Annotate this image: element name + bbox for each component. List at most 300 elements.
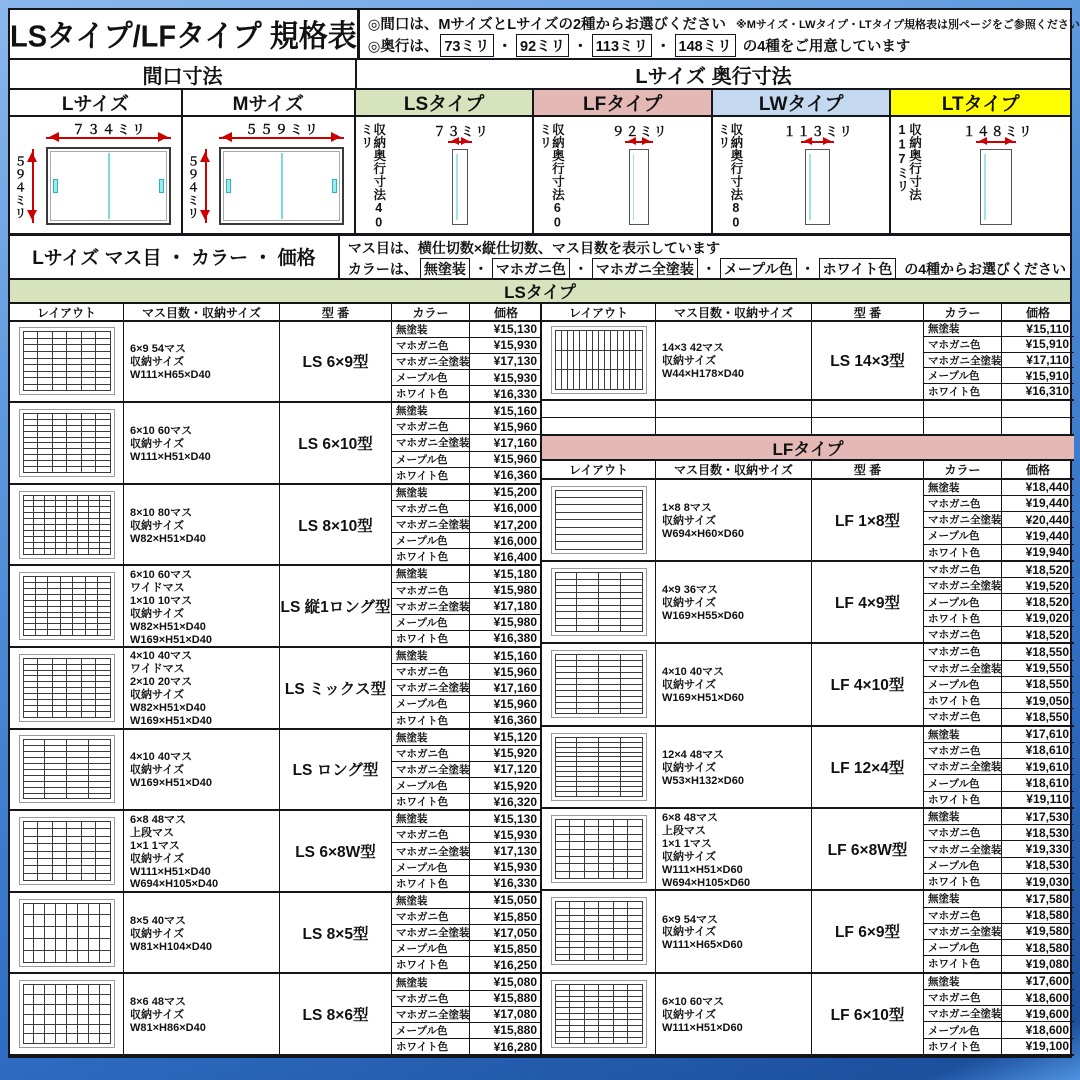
grid-cell xyxy=(38,378,52,384)
product-row-LS-8×10型 xyxy=(10,485,540,567)
panel-inner-line xyxy=(633,154,635,220)
price-row xyxy=(924,809,1074,825)
grid-cell xyxy=(100,1025,110,1034)
depth-dimension-label: １１３ミリ xyxy=(783,124,854,139)
note-line-2 xyxy=(368,34,1080,57)
product-row-LF-6×8W型 xyxy=(542,809,1074,891)
grid-cell xyxy=(577,573,598,579)
price-table xyxy=(924,562,1074,642)
price-value: ¥18,550 xyxy=(1025,709,1069,724)
grid-cell xyxy=(636,331,641,350)
grid-cell xyxy=(100,531,110,536)
grid-cell xyxy=(24,537,34,542)
spec-cell xyxy=(124,403,280,483)
grid-cell xyxy=(628,1038,642,1043)
price-value: ¥15,960 xyxy=(493,452,537,467)
grid-cell xyxy=(628,1014,642,1019)
grid-cell xyxy=(577,606,598,612)
grid-cell xyxy=(577,787,598,791)
grid-cell xyxy=(96,874,110,880)
grid-cell xyxy=(628,991,642,996)
grid-cell xyxy=(614,864,628,870)
grid-cell xyxy=(621,679,642,684)
grid-cell xyxy=(556,528,642,534)
grid-cell xyxy=(570,922,584,928)
model-number-cell: LS ロング型 xyxy=(280,730,392,810)
spec-line: W694×H105×D60 xyxy=(662,876,751,889)
grid-cell xyxy=(556,762,577,766)
grid-cell xyxy=(45,525,55,530)
grid-cell xyxy=(628,872,642,878)
grid-cell xyxy=(24,665,38,670)
grid-cell xyxy=(621,685,642,690)
grid-cell xyxy=(38,682,52,687)
price-row xyxy=(392,517,542,533)
grid-cell xyxy=(86,630,97,635)
grid-cell xyxy=(577,703,598,708)
grid-cell xyxy=(24,414,38,419)
color-name: ホワイト色 xyxy=(392,876,470,891)
grid-cell xyxy=(562,351,567,370)
grid-cell xyxy=(45,985,55,994)
grid-cell xyxy=(96,339,110,345)
cabinet-handle xyxy=(332,179,337,193)
grid-cell xyxy=(614,929,628,935)
grid-cell xyxy=(556,1014,570,1019)
spec-line: 収納サイズ xyxy=(130,437,185,450)
grid-cell xyxy=(628,955,642,961)
grid-cell xyxy=(577,738,598,742)
grid-cell xyxy=(556,586,577,592)
price-row xyxy=(924,1006,1074,1022)
grid-cell xyxy=(53,694,67,699)
grid-cell xyxy=(556,991,570,996)
grid-cell xyxy=(67,829,81,835)
grid-cell xyxy=(56,496,66,501)
price-row xyxy=(924,368,1074,384)
cabinet-center-line xyxy=(108,153,110,219)
grid-cell xyxy=(614,1032,628,1037)
grid-cell xyxy=(24,752,45,757)
column-header-1: マス目数・収納サイズ xyxy=(656,461,812,478)
grid-cell xyxy=(73,630,84,635)
product-row-LF-1×8型 xyxy=(542,480,1074,562)
grid-cell xyxy=(556,738,577,742)
grid-cell xyxy=(38,365,52,371)
grid-cell xyxy=(599,842,613,848)
grid-cell xyxy=(38,874,52,880)
column-header-1: マス目数・収納サイズ xyxy=(124,304,280,321)
price-row xyxy=(924,874,1074,889)
model-number-cell: LF 1×8型 xyxy=(812,480,924,560)
spec-line: W169×H51×D40 xyxy=(130,777,212,790)
layout-grid xyxy=(555,490,643,550)
grid-cell xyxy=(628,850,642,856)
grid-cell xyxy=(24,345,38,351)
grid-cell xyxy=(24,332,38,338)
spec-line: ワイドマス xyxy=(130,581,185,594)
grid-cell xyxy=(628,1020,642,1025)
grid-cell xyxy=(89,776,110,781)
grid-cell xyxy=(614,1008,628,1013)
price-table xyxy=(924,480,1074,560)
diagram-row xyxy=(10,90,1070,236)
spec-line: W694×H60×D60 xyxy=(662,527,744,540)
color-note xyxy=(348,258,1066,280)
grid-cell xyxy=(34,537,44,542)
color-name: マホガニ色 xyxy=(924,627,1002,642)
grid-cell xyxy=(96,837,110,843)
grid-cell xyxy=(45,939,55,950)
grid-cell xyxy=(599,593,620,599)
color-name: マホガニ全塗装 xyxy=(924,759,1002,774)
layout-thumbnail xyxy=(551,326,647,394)
grid-cell xyxy=(67,752,88,757)
separator: ・ xyxy=(573,260,588,277)
grid-cell xyxy=(100,501,110,506)
grid-cell xyxy=(78,1034,88,1043)
grid-cell xyxy=(73,618,84,623)
price-value: ¥15,920 xyxy=(493,746,537,761)
column-header-1: マス目数・収納サイズ xyxy=(656,304,812,321)
price-value: ¥16,400 xyxy=(493,549,537,564)
grid-cell xyxy=(38,671,52,676)
price-row xyxy=(924,974,1074,990)
grid-cell xyxy=(38,432,52,437)
grid-cell xyxy=(45,537,55,542)
grid-cell xyxy=(36,601,47,606)
price-row xyxy=(924,693,1074,709)
grid-cell xyxy=(24,758,45,763)
table-body xyxy=(10,322,1070,1056)
grid-cell xyxy=(82,426,96,431)
grid-cell xyxy=(89,525,99,530)
type-column-LWタイプ xyxy=(713,90,892,233)
color-name: ホワイト色 xyxy=(392,468,470,483)
price-table xyxy=(392,403,542,483)
depth-dimension-label: ９２ミリ xyxy=(611,124,668,139)
color-name: マホガニ色 xyxy=(392,338,470,353)
grid-cell xyxy=(38,332,52,338)
price-value: ¥16,000 xyxy=(493,501,537,516)
column-header-3: カラー xyxy=(924,304,1002,321)
color-name: ホワイト色 xyxy=(392,631,470,646)
grid-cell xyxy=(585,1020,599,1025)
grid-cell xyxy=(24,601,35,606)
grid-cell xyxy=(599,787,620,791)
grid-cell xyxy=(67,688,81,693)
price-value: ¥16,280 xyxy=(493,1039,537,1054)
table-header-right xyxy=(542,304,1074,320)
grid-cell xyxy=(24,365,38,371)
grid-cell xyxy=(45,543,55,548)
grid-cell xyxy=(24,837,38,843)
grid-cell xyxy=(599,792,620,796)
empty-cell xyxy=(656,418,812,434)
grid-cell xyxy=(45,927,55,938)
grid-cell xyxy=(67,426,81,431)
grid-cell xyxy=(67,359,81,365)
grid-cell xyxy=(628,864,642,870)
grid-cell xyxy=(73,607,84,612)
grid-cell xyxy=(67,352,81,358)
grid-cell xyxy=(621,593,642,599)
grid-cell xyxy=(100,1034,110,1043)
grid-cell xyxy=(67,694,81,699)
price-row xyxy=(924,644,1074,660)
price-table xyxy=(924,644,1074,724)
grid-cell xyxy=(48,589,59,594)
grid-cell xyxy=(96,706,110,711)
price-value: ¥16,000 xyxy=(493,533,537,548)
spec-line: 収納サイズ xyxy=(130,519,185,532)
grid-cell xyxy=(78,995,88,1004)
layout-cell xyxy=(10,893,124,973)
column-header-4: 価格 xyxy=(493,305,518,320)
grid-cell xyxy=(577,753,598,757)
grid-cell xyxy=(34,915,44,926)
grid-cell xyxy=(570,991,584,996)
grid-cell xyxy=(580,351,585,370)
grid-cell xyxy=(621,772,642,776)
grid-cell xyxy=(618,331,623,350)
grid-cell xyxy=(78,525,88,530)
grid-cell xyxy=(67,519,77,524)
price-row xyxy=(392,322,542,338)
grid-cell xyxy=(82,852,96,858)
spec-line: 収納サイズ xyxy=(662,850,717,863)
color-name: 無塗装 xyxy=(924,809,1002,824)
layout-grid xyxy=(555,654,643,714)
price-row xyxy=(924,908,1074,924)
grid-cell xyxy=(580,331,585,350)
depth-arrow xyxy=(976,141,1016,143)
grid-cell xyxy=(96,420,110,425)
price-row xyxy=(392,452,542,468)
spec-line: 1×1 1マス xyxy=(662,837,712,850)
grid-cell xyxy=(61,624,72,629)
grid-cell xyxy=(621,753,642,757)
grid-cell xyxy=(82,365,96,371)
spec-cell xyxy=(124,485,280,565)
grid-cell xyxy=(577,767,598,771)
spec-line: 収納サイズ xyxy=(662,597,717,610)
grid-cell xyxy=(24,776,45,781)
color-name: ホワイト色 xyxy=(392,549,470,564)
layout-grid xyxy=(555,819,643,879)
layout-cell xyxy=(10,974,124,1054)
grid-cell xyxy=(67,365,81,371)
grid-cell xyxy=(45,1025,55,1034)
layout-cell xyxy=(10,730,124,810)
grid-cell xyxy=(556,827,570,833)
layout-grid xyxy=(23,413,111,473)
grid-cell xyxy=(56,513,66,518)
grid-cell xyxy=(82,837,96,843)
layout-cell xyxy=(542,322,656,399)
grid-cell xyxy=(24,694,38,699)
grid-cell xyxy=(89,770,110,775)
grid-cell xyxy=(24,443,38,448)
grid-cell xyxy=(38,339,52,345)
product-row-LS-6×10型 xyxy=(10,403,540,485)
grid-cell xyxy=(56,549,66,554)
layout-grid xyxy=(555,984,643,1044)
grid-cell xyxy=(67,372,81,378)
grid-cell xyxy=(100,525,110,530)
price-row xyxy=(924,512,1074,528)
grid-cell xyxy=(38,822,52,828)
grid-cell xyxy=(96,467,110,472)
grid-cell xyxy=(73,613,84,618)
price-row xyxy=(924,562,1074,578)
grid-cell xyxy=(614,1020,628,1025)
grid-cell xyxy=(614,955,628,961)
price-row xyxy=(392,566,542,582)
grid-cell xyxy=(577,691,598,696)
grid-cell xyxy=(585,1008,599,1013)
grid-cell xyxy=(53,706,67,711)
grid-cell xyxy=(82,467,96,472)
price-row xyxy=(392,680,542,696)
grid-cell xyxy=(89,746,110,751)
grid-cell xyxy=(599,743,620,747)
grid-cell xyxy=(593,370,598,389)
spec-line: W111×H65×D40 xyxy=(130,369,211,382)
grid-cell xyxy=(556,857,570,863)
grid-cell xyxy=(585,850,599,856)
grid-cell xyxy=(24,455,38,460)
grid-cell xyxy=(86,577,97,582)
grid-cell xyxy=(67,332,81,338)
grid-cell xyxy=(628,929,642,935)
grid-cell xyxy=(45,507,55,512)
cabinet-center-line xyxy=(281,153,283,219)
grid-cell xyxy=(96,432,110,437)
grid-cell xyxy=(53,378,67,384)
color-name: メープル色 xyxy=(392,370,470,385)
price-row xyxy=(924,384,1074,399)
grid-cell xyxy=(574,351,579,370)
grid-cell xyxy=(56,1015,66,1024)
grid-cell xyxy=(614,997,628,1002)
spec-line: 収納サイズ xyxy=(130,607,185,620)
spec-line: 6×8 48マス xyxy=(662,811,718,824)
grid-cell xyxy=(56,543,66,548)
type-column-LFタイプ xyxy=(534,90,713,233)
grid-cell xyxy=(48,577,59,582)
spec-line: 6×10 60マス xyxy=(130,425,193,438)
grid-cell xyxy=(556,767,577,771)
grid-cell xyxy=(53,372,67,378)
grid-cell xyxy=(96,694,110,699)
price-row xyxy=(392,468,542,483)
price-value: ¥15,200 xyxy=(493,485,537,500)
color-name: ホワイト色 xyxy=(924,792,1002,807)
grid-cell xyxy=(24,519,34,524)
spec-line: 収納サイズ xyxy=(130,689,185,702)
price-section-notes xyxy=(340,236,1070,278)
price-value: ¥15,850 xyxy=(493,909,537,924)
price-row xyxy=(392,941,542,957)
grid-cell xyxy=(599,835,613,841)
spec-line: W111×H51×D40 xyxy=(130,450,211,463)
empty-cell xyxy=(812,418,924,434)
price-value: ¥19,030 xyxy=(1025,874,1069,889)
color-name: ホワイト色 xyxy=(392,957,470,972)
price-row xyxy=(392,957,542,972)
cabinet-handle xyxy=(226,179,231,193)
depth-arrow xyxy=(801,141,834,143)
width-dimension-label: ７３４ミリ xyxy=(71,122,147,137)
grid-cell xyxy=(73,577,84,582)
layout-cell xyxy=(10,566,124,646)
color-name: マホガニ全塗装 xyxy=(924,578,1002,593)
grid-cell xyxy=(67,706,81,711)
grid-cell xyxy=(100,927,110,938)
grid-cell xyxy=(34,1034,44,1043)
layout-thumbnail xyxy=(551,815,647,883)
spec-cell xyxy=(124,322,280,402)
grid-cell xyxy=(24,352,38,358)
grid-cell xyxy=(73,624,84,629)
grid-cell xyxy=(36,583,47,588)
grid-cell xyxy=(82,712,96,717)
grid-cell xyxy=(36,624,47,629)
grid-cell xyxy=(568,331,573,350)
grid-cell xyxy=(585,985,599,990)
grid-cell xyxy=(56,995,66,1004)
grid-cell xyxy=(82,829,96,835)
grid-cell xyxy=(56,951,66,962)
price-table xyxy=(924,809,1074,889)
grid-cell xyxy=(96,461,110,466)
color-name: ホワイト色 xyxy=(924,611,1002,626)
price-row xyxy=(392,746,542,762)
grid-cell xyxy=(38,844,52,850)
grid-cell xyxy=(570,842,584,848)
grid-cell xyxy=(82,372,96,378)
grid-cell xyxy=(556,787,577,791)
grid-cell xyxy=(98,583,109,588)
grid-cell xyxy=(38,829,52,835)
price-value: ¥15,930 xyxy=(493,370,537,385)
grid-cell xyxy=(67,543,77,548)
grid-cell xyxy=(599,757,620,761)
grid-cell xyxy=(67,1005,77,1014)
grid-cell xyxy=(599,580,620,586)
grid-cell xyxy=(556,505,642,511)
grid-cell xyxy=(48,595,59,600)
grid-cell xyxy=(611,331,616,350)
grid-cell xyxy=(614,820,628,826)
grid-cell xyxy=(34,1015,44,1024)
grid-cell xyxy=(67,874,81,880)
grid-cell xyxy=(585,1038,599,1043)
price-row xyxy=(924,496,1074,512)
layout-cell xyxy=(10,485,124,565)
grid-cell xyxy=(98,595,109,600)
grid-cell xyxy=(556,753,577,757)
grid-cell xyxy=(24,525,34,530)
grid-cell xyxy=(570,935,584,941)
price-value: ¥18,610 xyxy=(1025,743,1069,758)
spec-line: 収納サイズ xyxy=(662,514,717,527)
color-name: マホガニ色 xyxy=(392,419,470,434)
column-header-3: カラー xyxy=(392,304,470,321)
grid-cell xyxy=(82,859,96,865)
grid-cell xyxy=(98,613,109,618)
